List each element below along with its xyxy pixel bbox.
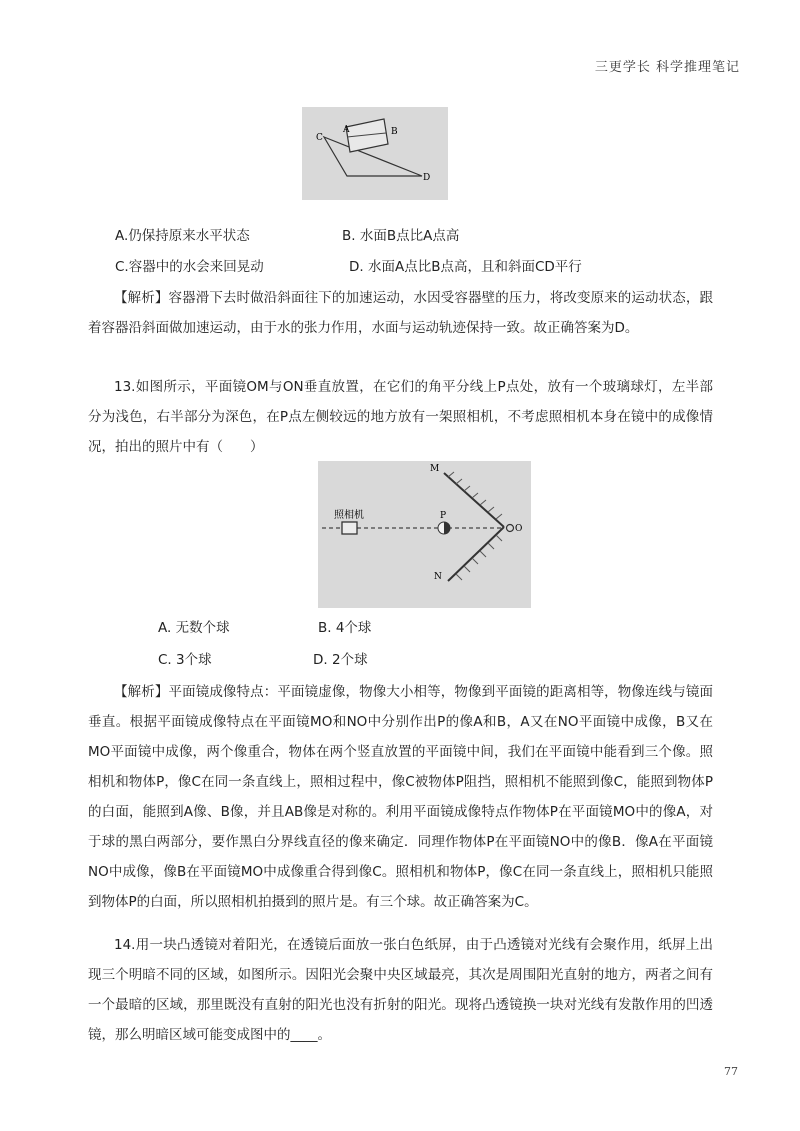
camera-label: 照相机 — [334, 510, 364, 521]
q12-option-c: C.容器中的水会来回晃动 — [115, 259, 264, 275]
label-c: C — [316, 133, 323, 143]
mirror-om — [444, 473, 504, 527]
point-o-marker — [507, 525, 514, 532]
running-header: 三更学长 科学推理笔记 — [594, 60, 740, 75]
q12-option-b: B. 水面B点比A点高 — [342, 228, 460, 244]
mirror-diagram — [318, 461, 531, 608]
q13-option-b: B. 4个球 — [318, 620, 372, 636]
q13-option-a: A. 无数个球 — [158, 620, 230, 636]
page-number: 77 — [724, 1065, 738, 1078]
q12-analysis: 【解析】容器滑下去时做沿斜面往下的加速运动，水因受容器壁的压力，将改变原来的运动状态，跟着容器沿斜面做加速运动，由于水的张力作用，水面与运动轨迹保持一致。故正确答案为D。 — [88, 290, 713, 336]
label-d: D — [423, 173, 431, 183]
q13-option-c: C. 3个球 — [158, 652, 212, 668]
q13-question: 13.如图所示，平面镜OM与ON垂直放置，在它们的角平分线上P点处，放有一个玻璃球灯，左半部分为浅色，右半部分为深色，在P点左侧较远的地方放有一架照相机，不考虑照相机本身在镜中的成像情况，拍出的照片中有（ ） — [88, 379, 713, 455]
q13-analysis: 【解析】平面镜成像特点：平面镜虚像，物像大小相等，物像到平面镜的距离相等，物像连线与镜面垂直。根据平面镜成像特点在平面镜MO和NO中分别作出P的像A和B，A又在NO平面镜中成像，B又在MO平面镜中成像，两个像重合，物体在两个竖直放置的平面镜中间，我们在平面镜中能看到三个像。照相机和物体P，像C在同一条直线上，照相过程中，像C被物体P阻挡，照相机不能照到像C，能照到物体P的白面，能照到A像、B像，并且AB像是对称的。利用平面镜成像特点作物体P在平面镜MO中的像A，对于球的黑白两部分，要作黑白分界线直径的像来确定．同理作物体P在平面镜NO中的像B．像A在平面镜NO中成像，像B在平面镜MO中成像重合得到像C。照相机和物体P，像C在同一条直线上，照相机只能照到物体P的白面，所以照相机拍摄到的照片是。有三个球。故正确答案为C。 — [88, 684, 713, 910]
label-p: P — [440, 511, 447, 521]
container-shape — [346, 119, 388, 152]
label-b: B — [391, 127, 398, 137]
q14-question: 14.用一块凸透镜对着阳光，在透镜后面放一张白色纸屏，由于凸透镜对光线有会聚作用，纸屏上出现三个明暗不同的区域，如图所示。因阳光会聚中央区域最亮，其次是周围阳光直射的地方，两者之间有一个最暗的区域，那里既没有直射的阳光也没有折射的阳光。现将凸透镜换一块对光线有发散作用的凹透镜，那么明暗区域可能变成图中的____。 — [88, 937, 713, 1043]
camera-icon — [342, 522, 357, 534]
label-a: A — [343, 125, 350, 135]
q12-option-a: A.仍保持原来水平状态 — [115, 228, 250, 244]
incline-diagram — [302, 107, 448, 200]
q12-figure — [302, 107, 448, 200]
label-n: N — [434, 572, 442, 582]
q13-option-d: D. 2个球 — [313, 652, 368, 668]
q12-option-d: D. 水面A点比B点高，且和斜面CD平行 — [349, 259, 582, 275]
mirror-on — [448, 527, 504, 581]
label-m: M — [430, 464, 440, 474]
label-o: O — [515, 524, 523, 534]
ball-dark-half — [444, 522, 450, 534]
q13-figure — [318, 461, 531, 608]
